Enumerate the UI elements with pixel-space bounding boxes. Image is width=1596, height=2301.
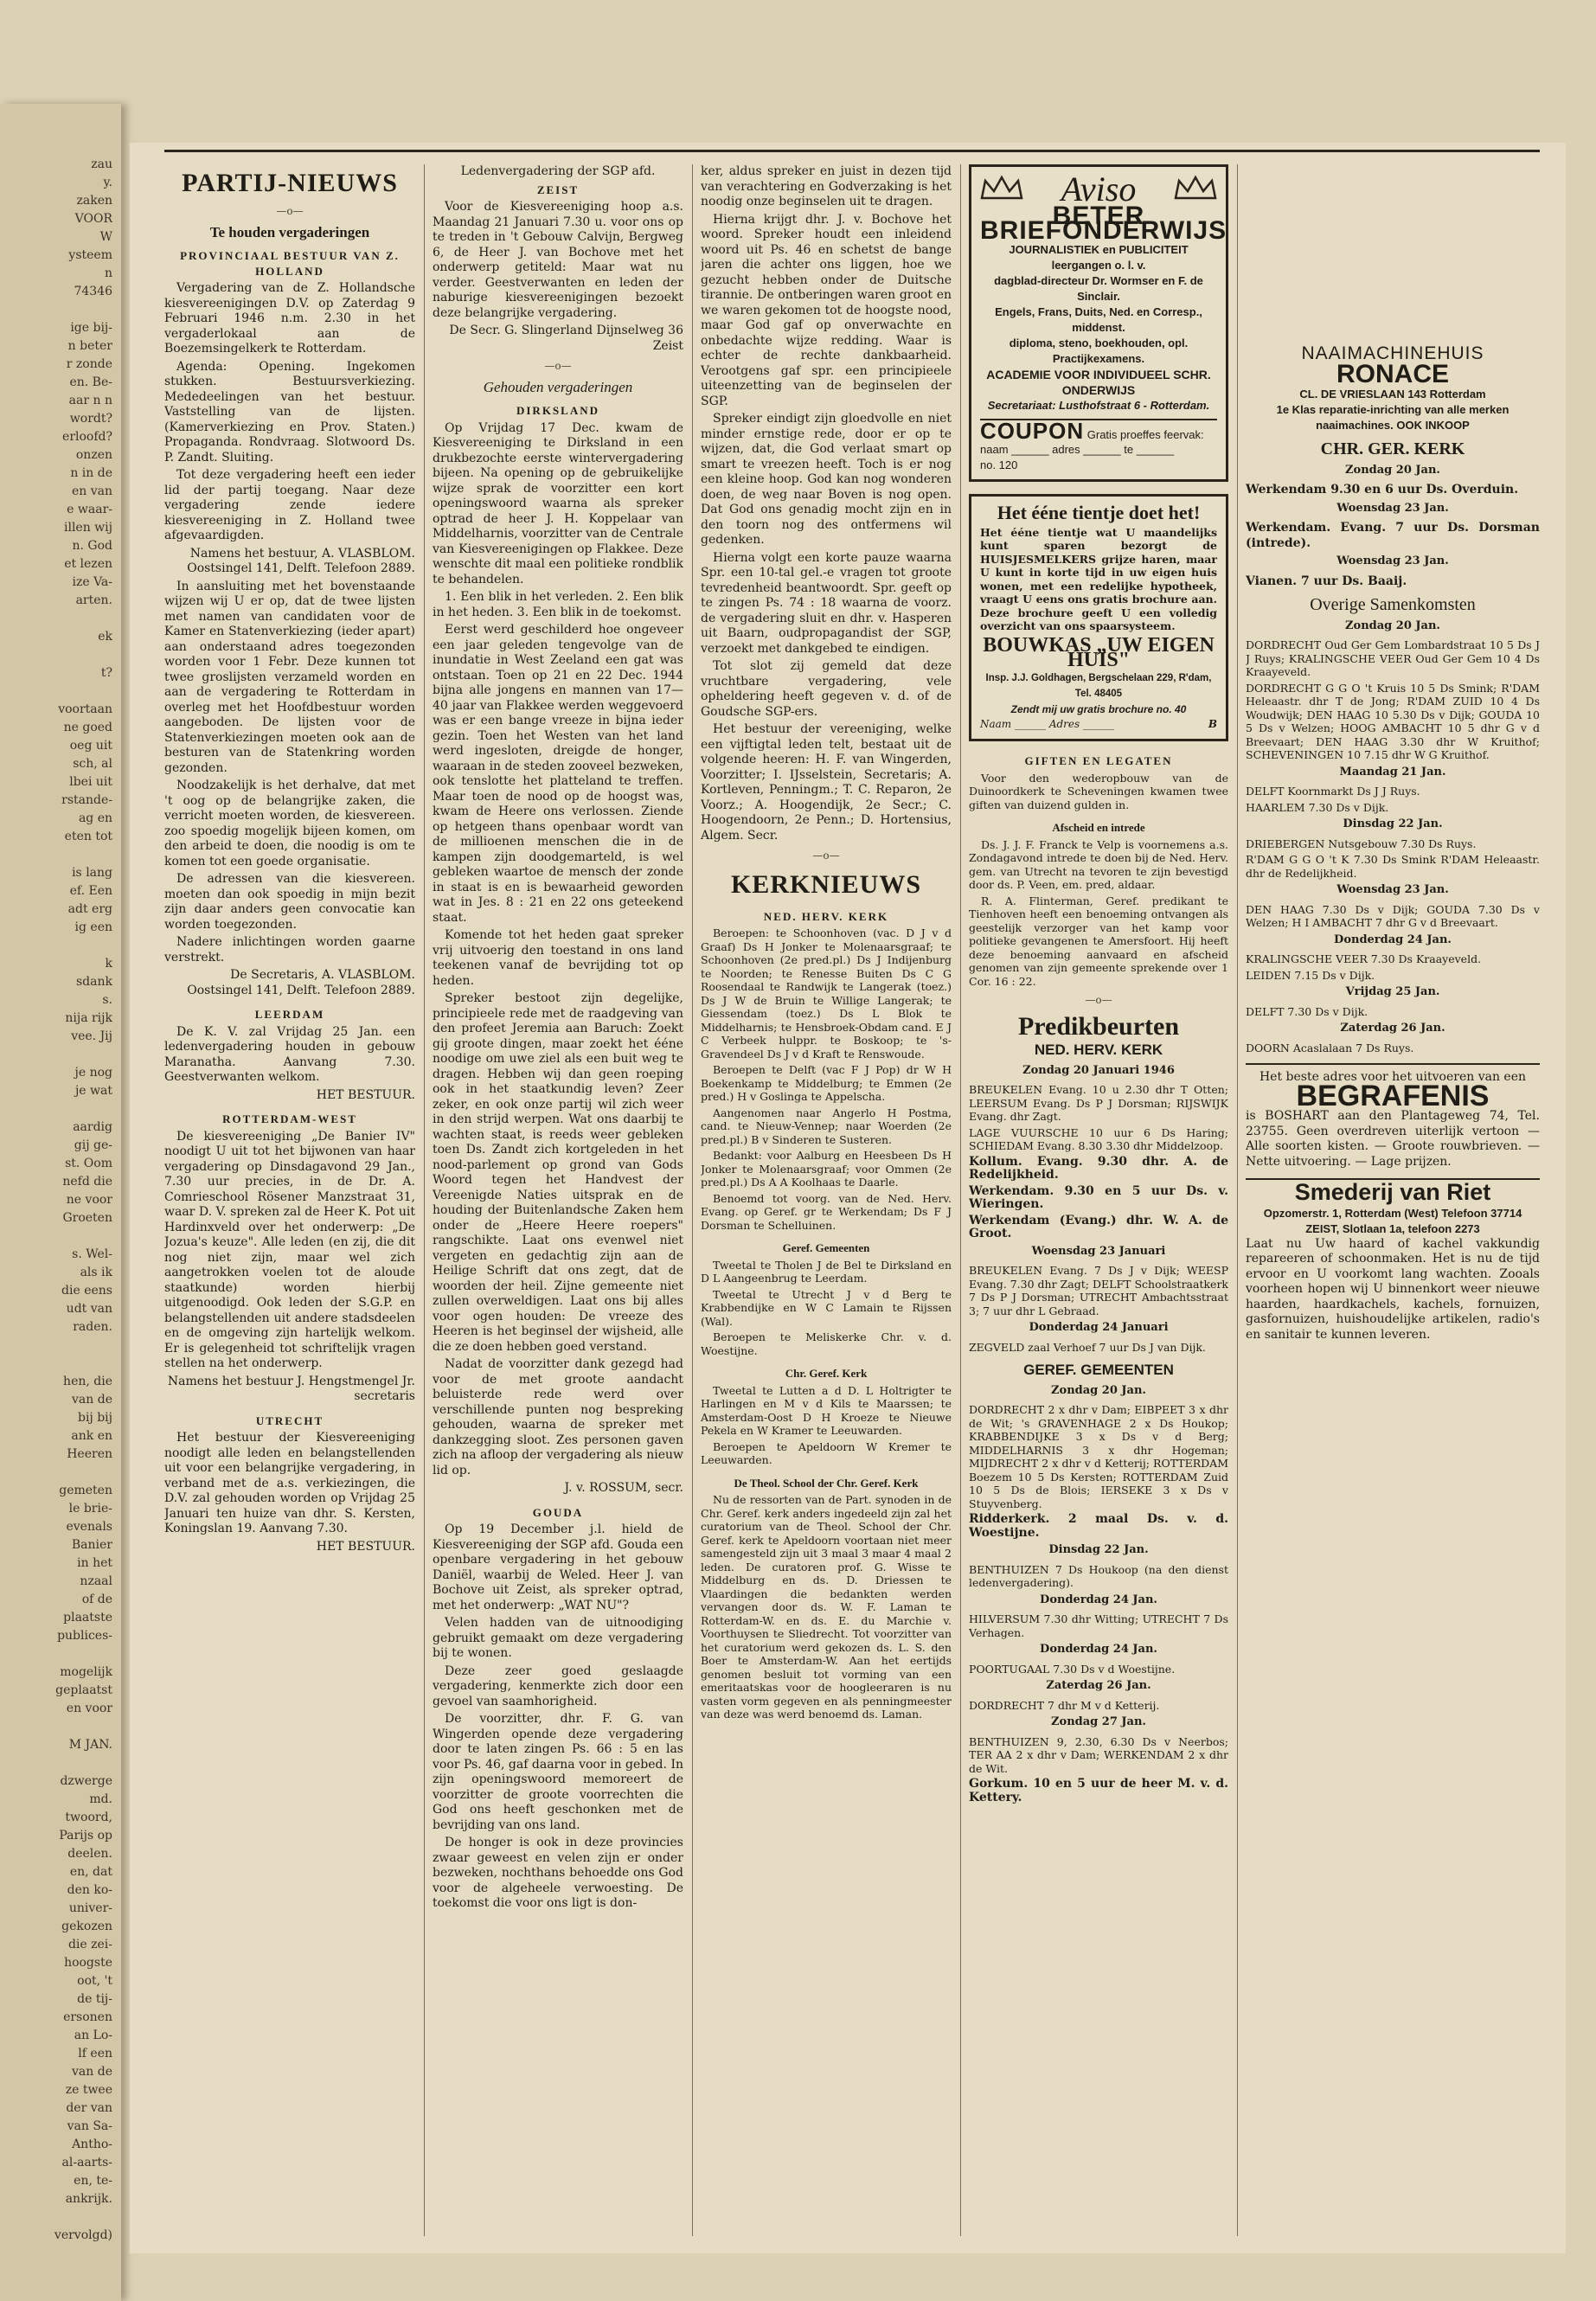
edge-text-line: t? [100, 666, 112, 680]
edge-text-line: en, dat [69, 1865, 112, 1879]
edge-text-line [9, 683, 112, 701]
edge-text-line: ek [98, 630, 112, 644]
article-paragraph: Benoemd tot voorg. van de Ned. Herv. Evang. op Geref. gr te Werkendam; Ds F J Dorsman te Schelluinen. [701, 1191, 952, 1232]
edge-text-line: n in de [70, 466, 112, 480]
edge-text-line [9, 1227, 112, 1246]
ad-body: is BOSHART aan den Plantageweg 74, Tel. 23755. Geen overdreven uiterlijk vertoon — Alle soorten kisten. — Groote rouwbrieven. — Nette uitvoering. — Lage prijzen. [1246, 1109, 1540, 1169]
article-paragraph: Beroepen te Apeldoorn W Kremer te Leeuwarden. [701, 1439, 952, 1466]
signature: De Secretaris, A. VLASBLOM. Oostsingel 141, Delft. Telefoon 2889. [187, 968, 415, 997]
edge-text-line: je wat [74, 1084, 112, 1098]
edge-text-line: ef. Een [69, 884, 112, 898]
article-paragraph: Tweetal te Lutten a d D. L Holtrigter te Harlingen en M v d Kils te Maarssen; te Amsterdam-Oost D H Kroeze te Nieuwe Pekela en W Kramer te Leeuwarden. [701, 1383, 952, 1437]
edge-text-line: den ko- [67, 1883, 112, 1897]
edge-text-line: twoord, [65, 1811, 112, 1824]
edge-text-line: en van [71, 484, 112, 498]
service-entry: Ridderkerk. 2 maal Ds. v. d. Woestijne. [969, 1512, 1228, 1540]
service-entry: Vianen. 7 uur Ds. Baaij. [1246, 574, 1407, 588]
ad-body: Het ééne tientje wat U maandelijks kunt sparen bezorgt de HUISJESMELKERS grijze haren, maar U kunt in korte tijd in uw eigen huis wonen, met een redelijke hypotheek, vraagt U eens ons gratis brochure aan. Deze brochure geeft U een volledig overzicht van ons spaarsysteem. [980, 525, 1217, 632]
date-heading: Donderdag 24 Januari [1029, 1321, 1169, 1334]
edge-text-line: et lezen [64, 557, 112, 571]
service-entry: DEN HAAG 7.30 Ds v Dijk; GOUDA 7.30 Ds v Welzen; H I AMBACHT 7 dhr G v d Breevaart. [1246, 902, 1540, 929]
article-paragraph: Beroepen: te Schoonhoven (vac. D J v d Graaf) Ds H Jonker te Molenaarsgraaf; te Schoonhoven (2e pred.pl.) Ds J Indijenburg te Noorden; te Renesse Buiten Ds C G Roosendaal te Randwijk te Langerak (toez.) Ds J W de Bruin te Willige Langerak; te Giessendam (toez.) Ds L Blok te Middelharnis; te Hensbroek-Obdam cand. E J C Verbeek hulppr. te Boskoop; te 's-Gravendeel Ds J v d Kraft te Renswoude. [701, 926, 952, 1061]
service-entry: Werkendam 9.30 en 6 uur Ds. Overduin. [1246, 483, 1519, 497]
edge-text-line: W [99, 230, 112, 244]
edge-text-line: VOOR [74, 212, 112, 226]
edge-text-line: y. [103, 176, 112, 189]
date-heading: Woensdag 23 Jan. [1336, 883, 1449, 896]
edge-text-line: nefd die [62, 1175, 112, 1189]
signature: Namens het bestuur J. Hengstmengel Jr. secretaris [167, 1374, 415, 1403]
article-list: 1. Een blik in het verleden. 2. Een blik in het heden. 3. Een blik in de toekomst. [433, 590, 683, 619]
edge-text-line [9, 846, 112, 864]
article-paragraph: Bedankt: voor Aalburg en Heesbeen Ds H Jonker te Molenaarsgraaf; voor Ommen (2e pred.pl.) Ds A A Koolhaas te Daarle. [701, 1149, 952, 1189]
edge-text-line: n. God [72, 539, 112, 553]
church-heading: CHR. GER. KERK [1320, 439, 1465, 458]
service-entry: DORDRECHT Oud Ger Gem Lombardstraat 10 5 Ds J J Ruys; KRALINGSCHE VEER Oud Ger Gem 10 4 Ds Kraayeveld. [1246, 638, 1540, 678]
edge-text-line: udt van [66, 1302, 112, 1316]
edge-text-line: univer- [68, 1901, 112, 1915]
ad-name: Smederij van Riet [1294, 1179, 1491, 1205]
service-entry: DELFT 7.30 Ds v Dijk. [1246, 1004, 1368, 1018]
edge-text-line: ag en [78, 811, 112, 825]
coupon-number: no. 120 [980, 458, 1018, 471]
edge-text-line: Antho- [72, 2138, 112, 2151]
article-paragraph: Spreker bestoot zijn degelijke, principieele rede met de raadgeving van den profeet Jeremia aan Baruch: Zoekt gij groote dingen, maar zoekt het ééne noodige om uwe ziel als een buit weg te dragen. Hebben wij dan geen roeping ook in het staatkundig leven? Zeer zeker, en ook onze partij wil zich weer in den strijd werpen. Wat ons daarbij te wachten staat, is reeds weer gebleken toen Ds. Zandt zich kortgeleden in het nood-parlement op grond van Gods Woord tegen het Handvest der Vereenigde Naties uitsprak en de houding der Buitenlandsche Zaken hem onder de „Heere Heere roepers" rangschikte. Laat ons evenwel niet vergeten en gedachtig zijn aan de Heilige Schrift dat ons zegt, dat de woorden der heil. Zijne gemeente niet zullen overweldigen. Laat ons bij alles voor ogen houden: De vreeze des Heeren is het beginsel der wijsheid, alle die ze doen hebben goed verstand. [433, 991, 683, 1354]
edge-text-line [9, 2208, 112, 2227]
column-partij-nieuws [164, 164, 415, 2236]
date-heading: Dinsdag 22 Jan. [1343, 817, 1443, 830]
article-paragraph: R. A. Flinterman, Geref. predikant te Tienhoven heeft een benoeming ontvangen als geestelijk verzorger van het kamp voor politieke gevangenen te Amersfoort. Hij heeft deze benoeming aanvaard en afscheid genomen van zijn gemeente sprekende over 1 Cor. 16 : 22. [969, 894, 1228, 988]
edge-text-line: als ik [80, 1266, 112, 1279]
edge-text-line: an Lo- [74, 2029, 112, 2042]
article-paragraph: Noodzakelijk is het derhalve, dat met 't oog op de belangrijke zaken, die verricht moeten worden, de kiesvereen. zoo spoedig mogelijk bijeen komen, om den arbeid te doen, die noodig is om te komen tot een goede organisatie. [164, 779, 415, 868]
service-entry: ZEGVELD zaal Verhoef 7 uur Ds J van Dijk. [969, 1340, 1206, 1354]
date-heading: Zaterdag 26 Jan. [1046, 1679, 1151, 1692]
section-title: KERKNIEUWS [730, 869, 922, 899]
edge-text-line: 74346 [74, 285, 112, 298]
edge-text-line: ysteem [68, 248, 112, 262]
edge-text-line: n [104, 266, 112, 280]
article-paragraph: Ds. J. J. F. Franck te Velp is voornemens a.s. Zondagavond intrede te doen bij de Ned. Herv. gem. van Utrecht na tevoren te zijn bevestigd door ds. P. Veen, em. pred, aldaar. [969, 837, 1228, 891]
date-heading: Zondag 20 Jan. [1051, 1383, 1146, 1397]
edge-text-line: hen, die [63, 1375, 112, 1388]
edge-text-line: en. Be- [69, 375, 112, 389]
column-rule [960, 164, 961, 2236]
service-entry: DORDRECHT G G O 't Kruis 10 5 Ds Smink; R'DAM Heleaastr. dhr T de Jong; R'DAM ZUID 10 4 Ds Woudwijk; DEN HAAG 10 5.30 Ds v Dijk; GOUDA 10 5 Ds v Welzen; HOOG AMBACHT 10 5 dhr G v d Breevaart; DEN HAAG 3.30 dhr W Kruithof; SCHEVENINGEN 10 7.15 dhr W G Kruithof. [1246, 681, 1540, 761]
edge-text-line: vervolgd) [54, 2228, 112, 2242]
ad-name: BEGRAFENIS [1296, 1079, 1490, 1112]
article-paragraph: Beroepen te Delft (vac F J Pop) dr W H Boekenkamp te Middelburg; te Emmen (2e pred.) H v Goslinga te Appelscha. [701, 1063, 952, 1103]
article-heading: GOUDA [532, 1505, 584, 1519]
service-entry: Werkendam. Evang. 7 uur Ds. Dorsman (intrede). [1246, 521, 1540, 550]
article-paragraph: Velen hadden van de uitnoodiging gebruikt gemaakt om deze vergadering bij te wonen. [433, 1616, 683, 1660]
article-heading: ROTTERDAM-WEST [222, 1112, 357, 1125]
service-entry: Werkendam. 9.30 en 5 uur Ds. v. Wieringen. [969, 1183, 1228, 1211]
ad-line: dagblad-directeur Dr. Wormser en F. de Sinclair. [994, 273, 1203, 303]
edge-text-line: ig een [74, 920, 112, 934]
signature: Namens het bestuur, A. VLASBLOM. Oostsingel 141, Delft. Telefoon 2889. [187, 546, 415, 575]
article-paragraph: Nu de ressorten van de Part. synoden in de Chr. Geref. kerk anders ingedeeld zijn zal het curatorium van de Theol. School der Chr. Geref. kerk te Apeldoorn voortaan niet meer samengesteld zijn uit 3 maal 3 maar 4 maal 2 leden. De curatoren prof. G. Wisse te Middelburg en ds. D. Driessen te Vlaardingen die bedankten werden vervangen door ds. W. F. Laman te Rotterdam-W. en ds. E. du Marchie v. Voorthuysen te Sliedrecht. Tot voorzitter van het curatorium werd gekozen ds. L. S. den Boer te Amsterdam-W. Aan het eertijds genomen besluit tot vorming van een emeritaatskas voor de hoogleeraren is nu vasten vorm gegeven en als penningmeester van deze was werd benoemd ds. Laman. [701, 1493, 952, 1721]
edge-text-line: n beter [67, 339, 112, 353]
edge-text-line: al-aarts- [61, 2156, 112, 2170]
section-title: Overige Samenkomsten [1310, 595, 1476, 614]
edge-text-line: r zonde [66, 357, 112, 371]
article-paragraph: De honger is ook in deze provincies zwaar geweest en velen zijn er onder bezweken, nochthans behoedde ons God voor de algeheele verwoesting. De toekomst die voor ons ligt is don- [433, 1836, 683, 1910]
crown-icon [1174, 174, 1217, 205]
edge-text-line: ige bij- [70, 321, 112, 335]
date-heading: Zondag 20 Jan. [1345, 619, 1440, 632]
article-heading: Geref. Gemeenten [782, 1241, 870, 1254]
service-entry: POORTUGAAL 7.30 Ds v d Woestijne. [969, 1662, 1176, 1676]
edge-text-line: lbei uit [69, 775, 112, 789]
edge-text-line: adt erg [67, 902, 112, 916]
service-entry: DRIEBERGEN Nutsgebouw 7.30 Ds Ruys. [1246, 836, 1477, 850]
separator: —o— [544, 360, 572, 372]
article-paragraph: Hierna krijgt dhr. J. v. Bochove het woord. Spreker houdt een inleidend woord uit Ps. 46 en schetst de bange jaren die achter ons liggen, hoe we gezucht hebben onder de Duitsche tirannie. De ontberingen waren groot en we waren gekomen tot de hoogste nood, maar God gaf op onverwachte en onbedachte wijze redding. Waar is echter de rechte dankbaarheid. Verootgens gaf spr. een principieele uiteenzetting van de beginselen der SGP. [701, 212, 952, 408]
edge-text-line: van de [72, 1393, 112, 1407]
signature: De Secr. G. Slingerland Dijnselweg 36 Zeist [449, 324, 683, 353]
edge-text-line [9, 1645, 112, 1663]
section-title: Predikbeurten [1017, 1011, 1180, 1041]
ad-send: Zendt mij uw gratis brochure no. 40 [1010, 702, 1187, 715]
edge-text-line: eten tot [64, 830, 112, 843]
edge-text-line: erloofd? [62, 430, 112, 444]
edge-text-line: geplaatst [55, 1683, 112, 1697]
service-entry: Werkendam (Evang.) dhr. W. A. de Groot. [969, 1213, 1228, 1240]
edge-text-line: aardig [73, 1120, 112, 1134]
edge-text-line [9, 1046, 112, 1064]
church-heading: GEREF. GEMEENTEN [1023, 1362, 1174, 1378]
edge-text-line: illen wij [64, 521, 112, 535]
article-paragraph: Komende tot het heden gaat spreker vrij uitvoerig den toestand in ons land teekenen vanaf de bevrijding tot op heden. [433, 928, 683, 988]
service-entry: LEIDEN 7.15 Ds v Dijk. [1246, 968, 1375, 982]
service-entry: DORDRECHT 2 x dhr v Dam; EIBPEET 3 x dhr de Wit; 's GRAVENHAGE 2 x Ds Houkop; KRABBENDIJKE 3 x Ds v d Berg; MIDDELHARNIS 3 x dhr Hogeman; MIJDRECHT 2 x dhr v d Ketterij; ROTTERDAM Boezem 10 5 Ds Kersten; ROTTERDAM Zuid 10 5 Ds de Blois; IERSEKE 3 x Ds v Stuyvenberg. [969, 1403, 1228, 1510]
coupon-label: COUPON [980, 417, 1085, 444]
section-title: PARTIJ-NIEUWS [182, 169, 398, 197]
adjacent-page-edge [0, 104, 121, 2301]
article-paragraph: Agenda: Opening. Ingekomen stukken. Bestuursverkiezing. Mededeelingen van het bestuur. Vaststelling van de lijsten. (Kamerverkiezing en Prov. Staten.) Propaganda. Rondvraag. Slotwoord Ds. P. Zandt. Sluiting. [164, 359, 415, 465]
edge-text-line: M JAN. [68, 1738, 112, 1752]
article-heading: GIFTEN EN LEGATEN [1024, 754, 1173, 767]
column-kerknieuws [701, 164, 952, 2236]
service-entry: LAGE VUURSCHE 10 uur 6 Ds Haring; SCHIEDAM Evang. 8.30 3.30 dhr Middelzoop. [969, 1125, 1228, 1152]
edge-text-line: en voor [66, 1702, 112, 1715]
column-rule [424, 164, 425, 2236]
article-paragraph: Nadat de voorzitter dank gezegd had voor de met groote aandacht beluisterde rede werd over verschillende punten nog bespreking gehouden, waarna de spreker met dankzegging sloot. Zes personen gaven zich na afloop der vergadering als nieuw lid op. [433, 1357, 683, 1477]
article-paragraph: Tweetal te Utrecht J v d Berg te Krabbendijke en W C Lamain te Rijssen (Wal). [701, 1287, 952, 1328]
ad-address: Opzomerstr. 1, Rotterdam (West) Telefoon 37714 [1263, 1206, 1522, 1220]
date-heading: Donderdag 24 Jan. [1334, 933, 1452, 946]
article-paragraph: ker, aldus spreker en juist in dezen tijd van verachtering en Godverzaking is het noodig onze beginselen uit te dragen. [701, 164, 952, 208]
date-heading: Vrijdag 25 Jan. [1345, 985, 1440, 998]
edge-text-line: die zei- [67, 1938, 112, 1952]
article-paragraph: Eerst werd geschilderd hoe ongeveer een jaar geleden tengevolge van de inundatie in West Zeeland een gat was ontstaan. Toen op 21 en 22 Dec. 1944 bijna alle jongens en mannen van 17—40 jaar van Flakkee werden weggevoerd was er een bange vreeze in bijna ieder gezin. Toen het Westen van het land werd ingesloten, dreigde de honger, waaraan in de steden zooveel bezweken, ook tenslotte het platteland te treffen. Maar toen de nood op de hoogst was, kwam de Heere ons verlossen. Ziende op hetgeen thans openbaar wordt van de millioenen menschen die in de kampen zijn doodgemarteld, is wel gebleken waartoe de mensch der zonde in staat is en is bewaarheid geworden wat in Jes. 8 : 21 en 22 ons geteekend staat. [433, 623, 683, 925]
ad-coupon [980, 419, 1217, 473]
column-rule [692, 164, 693, 2236]
edge-text-line: nzaal [80, 1574, 112, 1588]
article-heading: PROVINCIAAL BESTUUR VAN Z. HOLLAND [180, 249, 400, 278]
date-heading: Zaterdag 26 Jan. [1340, 1022, 1445, 1035]
ad-line: JOURNALISTIEK en PUBLICITEIT leergangen o. l. v. [1009, 242, 1189, 272]
edge-text-line: sdank [76, 975, 112, 989]
article-paragraph: Nadere inlichtingen worden gaarne verstrekt. [164, 935, 415, 965]
ad-mark: B [1208, 717, 1217, 730]
ad-intro: Het beste adres voor het uitvoeren van een [1259, 1070, 1527, 1084]
edge-text-line: gekozen [61, 1920, 112, 1933]
crown-icon [980, 174, 1023, 205]
edge-text-line: gemeten [59, 1484, 112, 1497]
edge-text-line: plaatste [63, 1611, 112, 1625]
service-entry: BENTHUIZEN 7 Ds Houkoop (na den dienst ledenvergadering). [969, 1562, 1228, 1589]
coupon-fields: naam ______ adres ______ te ______ [980, 443, 1175, 456]
edge-text-line: de tij- [77, 1992, 112, 2006]
edge-text-line [9, 1355, 112, 1373]
signature: HET BESTUUR. [316, 1087, 415, 1102]
edge-text-line: publices- [57, 1629, 112, 1643]
service-entry: DELFT Koornmarkt Ds J J Ruys. [1246, 785, 1420, 798]
edge-text-line: dzwerge [60, 1774, 112, 1788]
edge-text-line: st. Oom [65, 1157, 112, 1170]
date-heading: Zondag 20 Jan. [1345, 463, 1440, 477]
edge-text-line: sch, al [73, 757, 112, 771]
edge-text-line: deelen. [67, 1847, 112, 1861]
ad-line: Secretariaat: Lusthofstraat 6 - Rotterdam. [987, 398, 1210, 412]
edge-text-line: ize Va- [72, 575, 112, 589]
edge-text-line: ne voor [66, 1193, 112, 1207]
article-heading: LEERDAM [254, 1008, 325, 1021]
edge-text-line: s. Wel- [72, 1247, 112, 1261]
column-rule [1237, 164, 1238, 2236]
ad-name: BETER BRIEFONDERWIJS [980, 201, 1227, 245]
article-paragraph: Tot deze vergadering heeft een ieder lid der partij toegang. Naar deze vergadering zende iedere kiesvereeniging in Z. Holland twee afgevaardigden. [164, 468, 415, 542]
article-heading: UTRECHT [255, 1413, 324, 1427]
article-paragraph: De adressen van die kiesvereen. moeten dan ook spoedig in mijn bezit zijn daar anders geen convocatie kan worden toegezonden. [164, 872, 415, 932]
column-overige [1246, 164, 1540, 2236]
edge-text-line: aar n n [68, 394, 112, 407]
ad-address: CL. DE VRIESLAAN 143 Rotterdam [1299, 388, 1486, 401]
edge-text-line: of de [81, 1593, 112, 1606]
edge-text-line [9, 646, 112, 664]
coupon-text: Gratis proeffes feervak: [1086, 427, 1204, 441]
edge-text-line [9, 610, 112, 628]
edge-text-line: bij bij [77, 1411, 112, 1425]
article-paragraph: Hierna volgt een korte pauze waarna Spr. een 10-tal gel.-e vragen tot groote tevredenheid beantwoordt. Spr. geeft op te zingen Ps. 74 : 18 waarna de voorz. de vergadering sluit en dhr. v. Hasperen uit Baarn, oudpropagandist der SGP, verzoekt met dankgebed te eindigen. [701, 550, 952, 656]
service-entry: Kollum. Evang. 9.30 dhr. A. de Redelijkheid. [969, 1154, 1228, 1182]
edge-text-line: in het [77, 1556, 112, 1570]
service-entry: Gorkum. 10 en 5 uur de heer M. v. d. Kettery. [969, 1777, 1228, 1804]
ad-briefonderwijs [969, 164, 1228, 482]
edge-text-line: Parijs op [59, 1829, 112, 1843]
service-entry: KRALINGSCHE VEER 7.30 Ds Kraayeveld. [1246, 952, 1482, 965]
edge-text-line: van de [72, 2065, 112, 2079]
edge-text-line: ne goed [63, 721, 112, 734]
ad-title: Aviso [1061, 170, 1137, 208]
edge-text-line: ze twee [65, 2083, 112, 2097]
ad-bouwkas [969, 494, 1228, 741]
edge-text-line: raden. [73, 1320, 112, 1334]
edge-text-line: zau [91, 157, 112, 171]
subsection-title: Te houden vergaderingen [209, 223, 370, 240]
article-heading: Afscheid en intrede [1052, 821, 1145, 834]
edge-text-line: md. [89, 1792, 112, 1806]
ad-body: Laat nu Uw haard of kachel vakkundig repareeren of schoonmaken. Het is nu de tijd ervoor en U voorkomt lang wachten. Zooals voorheen hopen wij U binnenkort weer nieuwe haarden, haardkachels, kachels, fornuizen, gasfornuizen, huishoudelijke artikelen, radio's en sanitair te kunnen leveren. [1246, 1236, 1540, 1342]
edge-text-line [9, 1754, 112, 1772]
article-paragraph: Spreker eindigt zijn gloedvolle en niet minder ernstige rede, door er op te wijzen, dat, die God verlaat smart op smart te vreezen heeft. Toch is er nog een kleine hoop. God kan nog wonderen doen, de weg naar Boven is nog open. Dat God ons genadig mocht zijn en in den toorn nog des ontfermens wil gedenken. [701, 412, 952, 547]
date-heading: Maandag 21 Jan. [1339, 765, 1446, 779]
edge-text-line: Banier [71, 1538, 112, 1552]
adjacent-page-text [9, 156, 112, 2245]
edge-text-line [9, 1100, 112, 1118]
article-paragraph: De kiesvereeniging „De Banier IV" noodigt U uit tot het bijwonen van haar vergadering op Dinsdagavond 29 Jan., 7.30 uur precies, in de Dr. A. Comrieschool Rösener Manzstraat 31, waar D. V. spreken zal de Heer K. Pot uit Hardinxveld over het onderwerp: „De Jozua's keuze". Alle leden (en zij, die dit nog niet zijn, maar wel zich aangetrokken voelen tot de aloude staatkunde) worden hierbij uitgenoodigd. Ook leden der S.G.P. en belangstellenden uit andere stadsdeelen en de omgeving zijn hartelijk welkom. Er is gelegenheid tot schriftelijk vragen stellen na het onderwerp. [164, 1129, 415, 1370]
edge-text-line: ankrijk. [65, 2192, 112, 2206]
service-entry: DORDRECHT 7 dhr M v d Ketterij. [969, 1698, 1160, 1712]
edge-text-line: van Sa- [67, 2119, 112, 2133]
separator: —o— [812, 849, 840, 862]
edge-text-line: Groeten [62, 1211, 112, 1225]
article-intro: Ledenvergadering der SGP afd. [460, 164, 656, 178]
edge-text-line: en, te- [74, 2174, 112, 2188]
edge-text-line [9, 937, 112, 955]
edge-text-line: vee. Jij [71, 1029, 112, 1043]
edge-text-line [9, 1464, 112, 1482]
service-entry: R'DAM G G O 't K 7.30 Ds Smink R'DAM Heleaastr. dhr de Redelijkheid. [1246, 853, 1540, 880]
service-entry: BENTHUIZEN 9, 2.30, 6.30 Ds v Neerbos; TER AA 2 x dhr v Dam; WERKENDAM 2 x dhr de Wit. [969, 1734, 1228, 1775]
edge-text-line: oeg uit [69, 739, 112, 753]
edge-text-line: arten. [75, 593, 112, 607]
date-heading: Zondag 20 Januari 1946 [1022, 1063, 1175, 1077]
article-paragraph: Tweetal te Tholen J de Bel te Dirksland en D L Aangeenbrug te Leerdam. [701, 1258, 952, 1285]
ad-form: Naam ______ Adres ______ [980, 717, 1114, 730]
date-heading: Woensdag 23 Jan. [1336, 501, 1449, 515]
article-paragraph: Beroepen te Meliskerke Chr. v. d. Woestijne. [701, 1330, 952, 1357]
article-paragraph: Op Vrijdag 17 Dec. kwam de Kiesvereeniging te Dirksland in een drukbezochte eerste wintervergadering bijeen. Na opening op de gebruikelijke wijze sprak de voorzitter een kort openingswoord waarna als spreker optrad de heer J. H. Koppelaar van Middelharnis, voorzitter van de Centrale van Kiesvereenigingen op Flakkee. Deze wenschte dit maal een politieke rondblik te behandelen. [433, 420, 683, 586]
separator: —o— [1085, 994, 1112, 1006]
top-rule [164, 150, 1540, 152]
church-heading: NED. HERV. KERK [1034, 1042, 1163, 1058]
article-paragraph: Op 19 December j.l. hield de Kiesvereeniging der SGP afd. Gouda een openbare vergadering in het gebouw Daniël, waarbij de Weled. Heer J. van Bochove uit Zeist, als spreker optrad, met het onderwerp: „WAT NU"? [433, 1522, 683, 1612]
service-entry: HAARLEM 7.30 Ds v Dijk. [1246, 800, 1389, 814]
date-heading: Woensdag 23 Januari [1031, 1244, 1166, 1258]
edge-text-line [9, 301, 112, 319]
service-entry: HILVERSUM 7.30 dhr Witting; UTRECHT 7 Ds Verhagen. [969, 1612, 1228, 1639]
ad-line: Engels, Frans, Duits, Ned. en Corresp., middenst. [995, 304, 1202, 334]
service-entry: DOORN Acaslalaan 7 Ds Ruys. [1246, 1041, 1414, 1054]
column-advertenties-predikbeurten [969, 164, 1228, 2236]
signature: HET BESTUUR. [316, 1539, 415, 1554]
edge-text-line: zaken [76, 194, 112, 208]
ad-address: Insp. J.J. Goldhagen, Bergschelaan 229, R'dam, Tel. 48405 [985, 672, 1212, 699]
article-paragraph: Vergadering van de Z. Hollandsche kiesvereenigingen D.V. op Zaterdag 9 Februari 1946 n.m. 2.30 in het vergaderlokaal aan de Boezemsingelkerk te Rotterdam. [164, 281, 415, 356]
service-entry: BREUKELEN Evang. 7 Ds J v Dijk; WEESP Evang. 7.30 dhr Zagt; DELFT Schoolstraatkerk 7 Ds P J Dorsman; UTRECHT Ambachtsstraat 3; 7 uur dhr L Gebraad. [969, 1264, 1228, 1317]
article-paragraph: De K. V. zal Vrijdag 25 Jan. een ledenvergadering houden in gebouw Maranatha. Aanvang 7.30. Geestverwanten welkom. [164, 1024, 415, 1084]
date-heading: Donderdag 24 Jan. [1040, 1643, 1157, 1656]
article-heading: Chr. Geref. Kerk [785, 1367, 868, 1380]
article-paragraph: Het bestuur der vereeniging, welke een vijftigtal leden telt, bestaat uit de volgende heeren: H. F. van Wingerden, Voorzitter; I. IJsselstein, Secretaris; A. Kortleven, Penningm.; T. C. Reparon, 2e Voorz.; A. Hoogendijk, 2e Secr.; C. Hoogendoorn, 2e Penn.; D. Hortensius, Algem. Secr. [701, 722, 952, 843]
article-heading: De Theol. School der Chr. Geref. Kerk [734, 1476, 919, 1490]
edge-text-line: oot, 't [77, 1974, 112, 1988]
edge-text-line: Heeren [67, 1447, 112, 1461]
column-vergaderingen [433, 164, 683, 2236]
service-entry: BREUKELEN Evang. 10 u 2.30 dhr T Otten; LEERSUM Evang. Ds P J Dorsman; RIJSWIJK Evang. dhr Zagt. [969, 1083, 1228, 1123]
edge-text-line: der van [66, 2101, 112, 2115]
edge-text-line [9, 1718, 112, 1736]
subsection-title: Gehouden vergaderingen [483, 378, 633, 395]
article-paragraph: Het bestuur der Kiesvereeniging noodigt alle leden en belangstellenden uit voor een belangrijke vergadering, in verband met de a.s. verkiezingen, die D.V. zal gehouden worden op Vrijdag 25 Januari ten huize van dhr. S. Kersten, Koningslan 19. Aanvang 7.30. [164, 1431, 415, 1535]
edge-text-line: le brie- [68, 1502, 112, 1516]
edge-text-line: lf een [78, 2047, 112, 2061]
edge-text-line: k [105, 957, 112, 971]
ad-address: ZEIST, Slotlaan 1a, telefoon 2273 [1305, 1221, 1480, 1235]
date-heading: Dinsdag 22 Jan. [1048, 1543, 1149, 1556]
ad-body: 1e Klas reparatie-inrichting van alle merken naaimachines. OOK INKOOP [1276, 403, 1509, 432]
edge-text-line: onzen [75, 448, 112, 462]
article-paragraph: Aangenomen naar Angerlo H Postma, cand. te Nieuw-Vennep; naar Woerden (2e pred.pl.) B v Sinderen te Susteren. [701, 1106, 952, 1146]
article-paragraph: De voorzitter, dhr. F. G. van Wingerden opende deze vergadering door te laten zingen Ps. 66 : 5 en las voor Ps. 46, gaf daarna voor in gebed. In zijn openingswoord memoreert de voorzitter de groote voorrechten die God ons heeft geschonken met de bevrijding van ons land. [433, 1712, 683, 1832]
edge-text-line: die eens [61, 1284, 112, 1298]
ad-name: BOUWKAS „UW EIGEN HUIS" [983, 633, 1215, 671]
edge-text-line: rstande- [61, 793, 112, 807]
separator: —o— [276, 205, 304, 217]
edge-text-line: gij ge- [74, 1138, 112, 1152]
article-heading: ZEIST [536, 183, 580, 196]
date-heading: Woensdag 23 Jan. [1336, 554, 1449, 567]
ad-line: diploma, steno, boekhouden, opl. Practijkexamens. [1009, 336, 1189, 365]
edge-text-line: e waar- [67, 503, 112, 516]
edge-text-line: evenals [66, 1520, 112, 1534]
edge-text-line: ank en [71, 1429, 112, 1443]
edge-text-line: hoogste [64, 1956, 112, 1970]
edge-text-line: nija rijk [65, 1011, 112, 1025]
ad-name: RONACE [1336, 359, 1449, 388]
signature: J. v. ROSSUM, secr. [564, 1481, 683, 1495]
date-heading: Zondag 27 Jan. [1051, 1715, 1146, 1728]
edge-text-line: wordt? [69, 412, 112, 426]
article-paragraph: Tot slot zij gemeld dat deze vruchtbare vergadering, vele opheldering heeft gegeven v. d. of de Goudsche SGP-ers. [701, 659, 952, 719]
edge-text-line: s. [102, 993, 112, 1007]
article-paragraph: Voor de Kiesvereeniging hoop a.s. Maandag 21 Januari 7.30 u. voor ons op te treden in 't Gebouw Calvijn, Bergweg 6, de Heer J. van Bochove met het onderwerp getiteld: Maar wat nu verder. Geestverwanten en leden der naburige kiesvereenigingen bezoekt deze belangrijke vergadering. [433, 200, 683, 320]
date-heading: Donderdag 24 Jan. [1040, 1593, 1157, 1606]
edge-text-line: mogelijk [60, 1665, 112, 1679]
article-paragraph: Voor den wederopbouw van de Duinoordkerk te Scheveningen kwamen twee giften van duizend gulden in. [969, 771, 1228, 811]
edge-text-line: je nog [74, 1066, 112, 1080]
edge-text-line: ersonen [63, 2010, 112, 2024]
edge-text-line [9, 1336, 112, 1355]
ad-line: ACADEMIE VOOR INDIVIDUEEL SCHR. ONDERWIJS [986, 367, 1211, 397]
article-heading: NED. HERV. KERK [763, 909, 889, 923]
article-heading: DIRKSLAND [516, 404, 599, 417]
article-paragraph: Deze zeer goed geslaagde vergadering, kenmerkte zich door een gevoel van saamhorigheid. [433, 1663, 683, 1708]
ad-heading: NAAIMACHINEHUIS [1301, 343, 1484, 363]
edge-text-line: is lang [72, 866, 112, 880]
ad-heading: Het ééne tientje doet het! [997, 502, 1201, 523]
newspaper-page [130, 143, 1566, 2253]
edge-text-line: voortaan [58, 702, 112, 716]
article-paragraph: In aansluiting met het bovenstaande wijzen wij U er op, dat de twee lijsten met namen van candidaten voor de Kamer en Statenverkiezing (ieder apart) aan onderstaand adres toegezonden worden voor 1 Febr. Deze kunnen tot twee groslijsten verzameld worden en aan de vergadering te Rotterdam in overleg met het Hoofdbestuur worden aangeboden. De lijsten voor de Statenverkiezingen moeten ook aan de besturen van de Statenkring worden gezonden. [164, 579, 415, 775]
